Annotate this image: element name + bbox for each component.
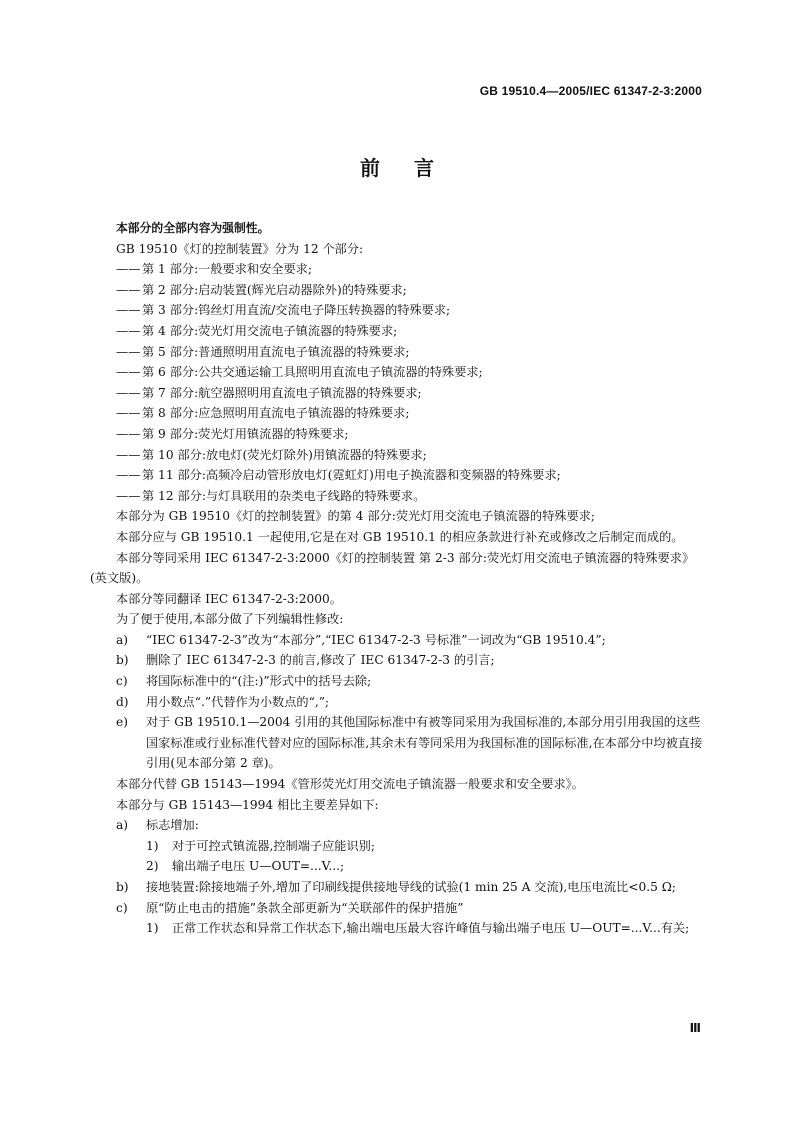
item-label: c) (116, 674, 128, 689)
page-number: Ⅲ (689, 1021, 701, 1035)
part-11: 第 11 部分:高频冷启动管形放电灯(霓虹灯)用电子换流器和变频器的特殊要求; (142, 468, 561, 483)
list-item (90, 321, 706, 342)
list-item (90, 259, 706, 280)
item-label: e) (116, 715, 128, 730)
paragraph-part4: 本部分为 GB 19510《灯的控制装置》的第 4 部分:荧光灯用交流电子镇流器的特殊要求; (116, 509, 595, 524)
list-item (90, 650, 706, 671)
paragraph-translation: 本部分等同翻译 IEC 61347-2-3:2000。 (116, 591, 342, 606)
sub-list-item (90, 918, 706, 939)
part-10: 第 10 部分:放电灯(荧光灯除外)用镇流器的特殊要求; (142, 447, 427, 462)
differences-list (90, 815, 706, 939)
item-text: 正常工作状态和异常工作状态下,输出端电压最大容许峰值与输出端子电压 U—OUT=...V...有关; (172, 921, 690, 936)
item-label: c) (116, 900, 128, 915)
dash-mark: —— (116, 426, 141, 441)
item-text: “IEC 61347-2-3”改为“本部分”,“IEC 61347-2-3 号标准”一词改为“GB 19510.4”; (146, 632, 606, 647)
sub-list-item (90, 856, 706, 877)
header-standard-code: GB 19510.4—2005/IEC 61347-2-3:2000 (479, 84, 702, 98)
list-item (90, 898, 706, 919)
foreword-body (90, 218, 706, 939)
item-label: 2) (146, 859, 159, 874)
item-text: 将国际标准中的“(注:)”形式中的括号去除; (146, 674, 372, 689)
item-label: a) (116, 818, 129, 833)
item-label: a) (116, 632, 129, 647)
list-item (90, 424, 706, 445)
list-item (90, 362, 706, 383)
list-item (90, 342, 706, 363)
list-item (90, 465, 706, 486)
dash-mark: —— (116, 385, 141, 400)
list-item (90, 280, 706, 301)
item-label: 1) (146, 921, 159, 936)
item-label: d) (116, 694, 129, 709)
paragraph-differences-intro: 本部分与 GB 15143—1994 相比主要差异如下: (116, 797, 379, 812)
list-item (90, 815, 706, 836)
dash-mark: —— (116, 344, 141, 359)
paragraph-usage: 本部分应与 GB 19510.1 一起使用,它是在对 GB 19510.1 的相应条款进行补充或修改之后制定而成的。 (116, 529, 684, 544)
part-6: 第 6 部分:公共交通运输工具照明用直流电子镇流器的特殊要求; (142, 365, 483, 380)
paragraph-edits-intro: 为了便于使用,本部分做了下列编辑性修改: (116, 612, 344, 627)
sub-list-item (90, 836, 706, 857)
part-7: 第 7 部分:航空器照明用直流电子镇流器的特殊要求; (142, 385, 422, 400)
item-text: 标志增加: (146, 818, 199, 833)
list-item (90, 877, 706, 898)
part-12: 第 12 部分:与灯具联用的杂类电子线路的特殊要求。 (142, 488, 426, 503)
dash-mark: —— (116, 282, 141, 297)
dash-mark: —— (116, 303, 141, 318)
list-item (90, 692, 706, 713)
part-4: 第 4 部分:荧光灯用交流电子镇流器的特殊要求; (142, 323, 398, 338)
paragraph-adoption: 本部分等同采用 IEC 61347-2-3:2000《灯的控制装置 第 2-3 部分:荧光灯用交流电子镇流器的特殊要求》(英文版)。 (90, 550, 695, 586)
item-text: 原“防止电击的措施”条款全部更新为“关联部件的保护措施” (146, 900, 464, 915)
list-item (90, 486, 706, 507)
part-8: 第 8 部分:应急照明用直流电子镇流器的特殊要求; (142, 406, 410, 421)
dash-mark: —— (116, 468, 141, 483)
item-label: b) (116, 653, 129, 668)
paragraph-replaces: 本部分代替 GB 15143—1994《管形荧光灯用交流电子镇流器一般要求和安全要求》。 (116, 777, 584, 792)
item-text: 用小数点“.”代替作为小数点的“,”; (146, 694, 330, 709)
dash-mark: —— (116, 323, 141, 338)
list-item (90, 445, 706, 466)
edits-list (90, 630, 706, 774)
item-label: b) (116, 880, 129, 894)
part-3: 第 3 部分:钨丝灯用直流/交流电子降压转换器的特殊要求; (142, 303, 451, 318)
page-title: 前言 (360, 156, 468, 180)
dash-mark: —— (116, 406, 141, 421)
list-item (90, 712, 706, 774)
list-item (90, 383, 706, 404)
item-text: 输出端子电压 U—OUT=...V...; (172, 859, 345, 874)
list-item (90, 671, 706, 692)
list-item (90, 403, 706, 424)
parts-list (90, 259, 706, 506)
item-text: 删除了 IEC 61347-2-3 的前言,修改了 IEC 61347-2-3 的引言; (146, 653, 495, 668)
dash-mark: —— (116, 262, 141, 277)
item-text: 对于可控式镇流器,控制端子应能识别; (172, 838, 375, 853)
list-item (90, 630, 706, 651)
list-item (90, 300, 706, 321)
item-text: 接地装置:除接地端子外,增加了印刷线提供接地导线的试验(1 min 25 A 交流),电压电流比<0.5 Ω; (146, 880, 676, 894)
dash-mark: —— (116, 488, 141, 503)
part-2: 第 2 部分:启动装置(辉光启动器除外)的特殊要求; (142, 282, 407, 297)
mandatory-statement: 本部分的全部内容为强制性。 (116, 221, 270, 235)
parts-intro: GB 19510《灯的控制装置》分为 12 个部分: (116, 241, 364, 256)
part-9: 第 9 部分:荧光灯用镇流器的特殊要求; (142, 426, 349, 441)
item-label: 1) (146, 838, 159, 853)
part-5: 第 5 部分:普通照明用直流电子镇流器的特殊要求; (142, 344, 410, 359)
item-text: 对于 GB 19510.1—2004 引用的其他国际标准中有被等同采用为我国标准的,本部分用引用我国的这些国家标准或行业标准代替对应的国际标准,其余未有等同采用为我国标准的国际标准,在本部分中均被直接引用(见本部分第 2 章)。 (146, 715, 703, 771)
dash-mark: —— (116, 365, 141, 380)
dash-mark: —— (116, 447, 141, 462)
part-1: 第 1 部分:一般要求和安全要求; (142, 262, 312, 277)
